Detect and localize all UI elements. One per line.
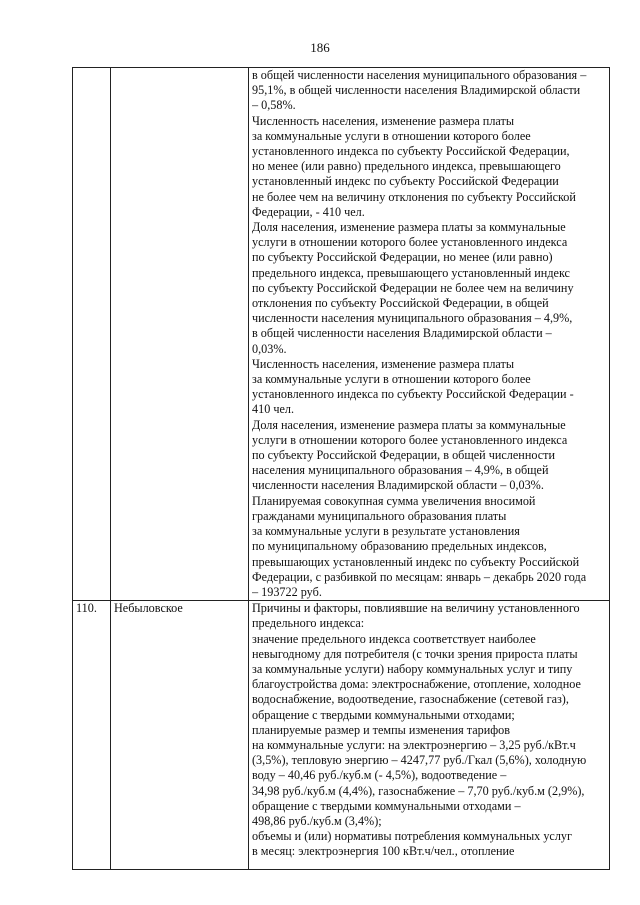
description-line: отклонения по субъекту Российской Федерации, в общей xyxy=(252,296,549,311)
description-line: Федерации, с разбивкой по месяцам: январь – декабрь 2020 года xyxy=(252,569,587,584)
document-table xyxy=(72,67,610,870)
description-line: 0,03%. xyxy=(252,341,287,356)
description-line: численности населения муниципального образования – 4,9%, xyxy=(252,311,573,326)
description-line: Численность населения, изменение размера платы xyxy=(252,113,515,128)
description-line: Планируемая совокупная сумма увеличения вносимой xyxy=(252,493,536,508)
description-line: 95,1%, в общей численности населения Владимирской области xyxy=(252,83,581,98)
description-line: на коммунальные услуги: на электроэнергию – 3,25 руб./кВт.ч xyxy=(252,737,576,752)
description-line: по субъекту Российской Федерации не более чем на величину xyxy=(252,280,574,295)
municipality-name-cell xyxy=(111,68,249,601)
row-number-cell xyxy=(73,68,111,601)
description-line: Доля населения, изменение размера платы за коммунальные xyxy=(252,220,566,235)
description-line: – 193722 руб. xyxy=(252,584,322,599)
description-line: воду – 40,46 руб./куб.м (- 4,5%), водоотведение – xyxy=(252,768,507,783)
description-line: за коммунальные услуги) набору коммунальных услуг и типу xyxy=(252,661,573,676)
description-line: но менее (или равно) предельного индекса, превышающего xyxy=(252,159,561,174)
description-line: установленного индекса по субъекту Российской Федерации, xyxy=(252,144,570,159)
row-number-cell: 110. xyxy=(73,601,111,870)
description-line: объемы и (или) нормативы потребления коммунальных услуг xyxy=(252,829,573,844)
description-line: населения муниципального образования – 4,9%, в общей xyxy=(252,463,549,478)
description-line: услуги в отношении которого более установленного индекса xyxy=(252,235,568,250)
description-line: превышающих установленный индекс по субъекту Российской xyxy=(252,554,580,569)
description-line: за коммунальные услуги в отношении которого более xyxy=(252,128,531,143)
description-line: предельного индекса, превышающего установленный индекс xyxy=(252,265,570,280)
table-row xyxy=(73,68,610,601)
description-line: Федерации, - 410 чел. xyxy=(252,204,365,219)
description-line: 410 чел. xyxy=(252,402,294,417)
description-line: (3,5%), тепловую энергию – 4247,77 руб./Гкал (5,6%), холодную xyxy=(252,753,587,768)
description-cell xyxy=(249,68,610,601)
description-line: за коммунальные услуги в результате установления xyxy=(252,524,520,539)
description-line: Доля населения, изменение размера платы за коммунальные xyxy=(252,417,566,432)
description-line: предельного индекса: xyxy=(252,616,365,631)
description-line: 498,86 руб./куб.м (3,4%); xyxy=(252,813,382,828)
description-line: значение предельного индекса соответствует наиболее xyxy=(252,631,536,646)
description-line: установленного индекса по субъекту Российской Федерации - xyxy=(252,387,574,402)
description-line: не более чем на величину отклонения по субъекту Российской xyxy=(252,189,576,204)
description-line: водоснабжение, водоотведение, газоснабжение (сетевой газ), xyxy=(252,692,569,707)
description-line: планируемые размер и темпы изменения тарифов xyxy=(252,722,511,737)
municipality-name-cell: Небыловское xyxy=(111,601,249,870)
description-line: Причины и факторы, повлиявшие на величину установленного xyxy=(252,601,580,616)
description-line: по субъекту Российской Федерации, но менее (или равно) xyxy=(252,250,553,265)
description-line: в общей численности населения муниципального образования – xyxy=(252,68,587,82)
description-line: за коммунальные услуги в отношении которого более xyxy=(252,372,531,387)
description-line: по муниципальному образованию предельных индексов, xyxy=(252,539,547,554)
table-row xyxy=(73,601,610,870)
description-line: установленный индекс по субъекту Российской Федерации xyxy=(252,174,559,189)
description-line: услуги в отношении которого более установленного индекса xyxy=(252,432,568,447)
description-cell xyxy=(249,601,610,870)
description-line: по субъекту Российской Федерации, в общей численности xyxy=(252,448,555,463)
description-line: в месяц: электроэнергия 100 кВт.ч/чел., отопление xyxy=(252,844,515,859)
page-number: 186 xyxy=(310,40,330,55)
description-line: благоустройства дома: электроснабжение, отопление, холодное xyxy=(252,677,581,692)
description-line: Численность населения, изменение размера платы xyxy=(252,356,515,371)
description-line: 34,98 руб./куб.м (4,4%), газоснабжение – 7,70 руб./куб.м (2,9%), xyxy=(252,783,585,798)
description-line: в общей численности населения Владимирской области – xyxy=(252,326,552,341)
description-line: гражданами муниципального образования платы xyxy=(252,508,507,523)
description-line: невыгодному для потребителя (с точки зрения прироста платы xyxy=(252,646,578,661)
description-line: обращение с твердыми коммунальными отходами; xyxy=(252,707,515,722)
description-line: обращение с твердыми коммунальными отходами – xyxy=(252,798,521,813)
description-line: численности населения Владимирской области – 0,03%. xyxy=(252,478,544,493)
description-line: – 0,58%. xyxy=(252,98,296,113)
